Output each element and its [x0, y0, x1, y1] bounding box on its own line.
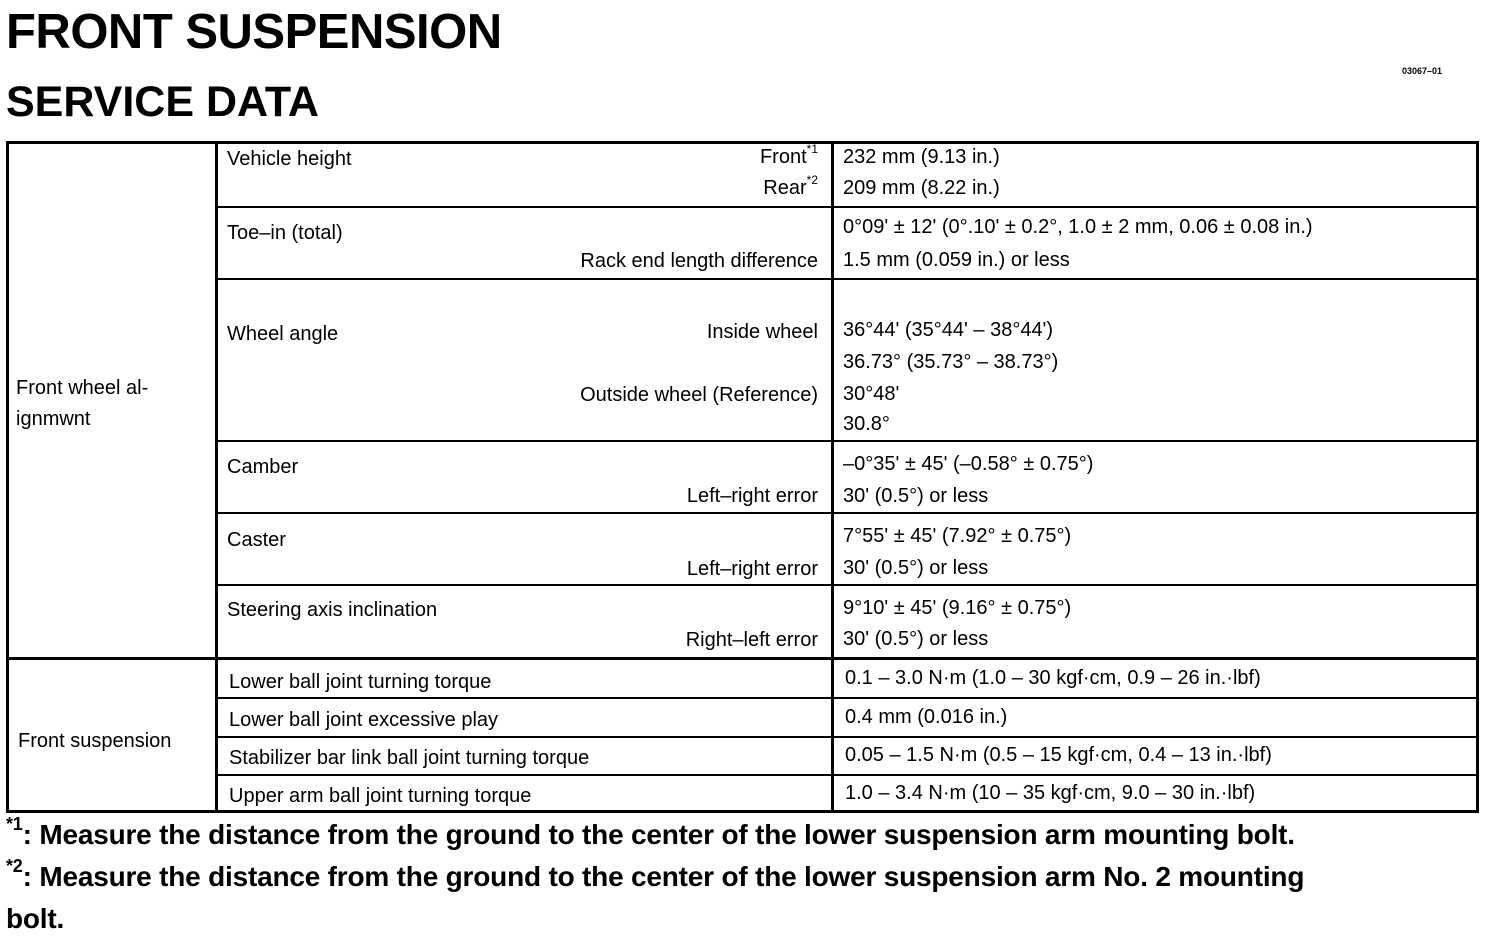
value-stabilizer-torque: 0.05 – 1.5 N·m (0.5 – 15 kgf·cm, 0.4 – 13 in.·lbf) [845, 744, 1272, 766]
page-title: FRONT SUSPENSION [6, 5, 502, 59]
footnote-mark: *2 [6, 855, 23, 876]
value-caster-error: 30' (0.5°) or less [843, 557, 989, 579]
value-column-divider [831, 141, 834, 813]
value-outside-wheel-decimal: 30.8° [843, 413, 890, 435]
item-label-upper-arm-torque: Upper arm ball joint turning torque [229, 785, 532, 807]
value-rear-height: 209 mm (8.22 in.) [843, 177, 1000, 199]
value-inside-wheel-deg: 36°44' (35°44' – 38°44') [843, 319, 1054, 341]
value-lower-ball-play: 0.4 mm (0.016 in.) [845, 706, 1008, 728]
item-label-stabilizer-torque: Stabilizer bar link ball joint turning torque [229, 747, 590, 769]
row-divider [215, 278, 1479, 280]
value-camber: –0°35' ± 45' (–0.58° ± 0.75°) [843, 453, 1094, 475]
sub-label-camber-error: Left–right error [686, 485, 818, 507]
value-inside-wheel-decimal: 36.73° (35.73° – 38.73°) [843, 351, 1059, 373]
value-steering-axis: 9°10' ± 45' (9.16° ± 0.75°) [843, 597, 1072, 619]
row-divider [215, 697, 1479, 699]
item-label-caster: Caster [227, 529, 286, 551]
footnote-1 [6, 813, 1295, 852]
footnote-mark: *2 [806, 173, 818, 188]
value-outside-wheel-deg: 30°48' [843, 383, 900, 405]
front-label: Front [759, 146, 807, 168]
item-label-lower-ball-play: Lower ball joint excessive play [229, 709, 499, 731]
group-column-divider [215, 141, 218, 813]
sub-label-inside-wheel: Inside wheel [706, 321, 818, 343]
row-divider [215, 736, 1479, 738]
item-label-lower-ball-torque: Lower ball joint turning torque [229, 671, 492, 693]
value-steering-error: 30' (0.5°) or less [843, 628, 989, 650]
value-caster: 7°55' ± 45' (7.92° ± 0.75°) [843, 525, 1072, 547]
document-code: 03067–01 [1402, 66, 1443, 76]
rear-label: Rear [763, 177, 807, 199]
footnote-mark: *1 [6, 813, 23, 834]
item-label-steering-axis: Steering axis inclination [227, 599, 438, 621]
item-label-vehicle-height: Vehicle height [227, 148, 352, 170]
row-divider [215, 206, 1479, 208]
sub-label-front [759, 142, 818, 169]
sub-label-rack-end: Rack end length difference [580, 250, 818, 272]
item-label-toe-in: Toe–in (total) [227, 222, 343, 244]
sub-label-steering-error: Right–left error [685, 629, 818, 651]
footnote-mark: *1 [806, 142, 818, 157]
section-title: SERVICE DATA [6, 78, 319, 126]
row-divider [215, 584, 1479, 586]
row-divider [215, 440, 1479, 442]
value-lower-ball-torque: 0.1 – 3.0 N·m (1.0 – 30 kgf·cm, 0.9 – 26 in.·lbf) [845, 667, 1261, 689]
sub-label-caster-error: Left–right error [686, 558, 818, 580]
footnote-text: : Measure the distance from the ground to the center of the lower suspension arm No. 2 mounting [22, 861, 1305, 892]
section-divider [6, 657, 1479, 660]
value-toe-in: 0°09' ± 12' (0°.10' ± 0.2°, 1.0 ± 2 mm, 0.06 ± 0.08 in.) [843, 216, 1313, 238]
sub-label-rear [763, 173, 818, 200]
footnote-2-cont: bolt. [6, 903, 65, 934]
item-label-wheel-angle: Wheel angle [227, 323, 339, 345]
group-label-alignment-cont: ignmwnt [16, 408, 91, 430]
value-camber-error: 30' (0.5°) or less [843, 485, 989, 507]
footnote-2 [6, 855, 1305, 894]
item-label-camber: Camber [227, 456, 299, 478]
value-upper-arm-torque: 1.0 – 3.4 N·m (10 – 35 kgf·cm, 9.0 – 30 in.·lbf) [845, 782, 1256, 804]
value-rack-end: 1.5 mm (0.059 in.) or less [843, 249, 1070, 271]
group-label-alignment: Front wheel al- [16, 377, 149, 399]
row-divider [215, 512, 1479, 514]
value-front-height: 232 mm (9.13 in.) [843, 146, 1000, 168]
footnote-text: : Measure the distance from the ground to the center of the lower suspension arm mounting bolt. [22, 819, 1295, 850]
group-label-suspension: Front suspension [18, 730, 172, 752]
row-divider [215, 774, 1479, 776]
sub-label-outside-wheel: Outside wheel (Reference) [580, 384, 818, 406]
